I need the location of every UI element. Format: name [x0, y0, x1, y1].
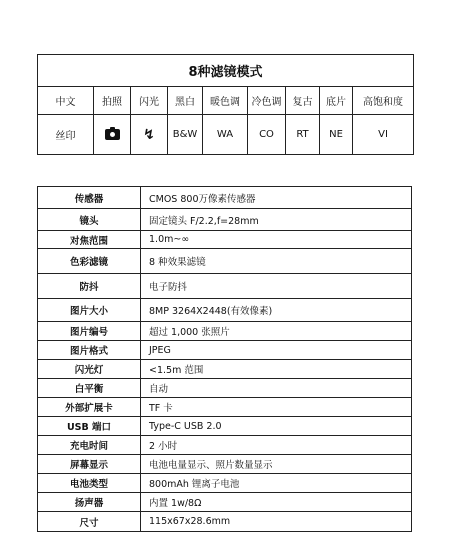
spec-key: 充电时间: [38, 436, 141, 455]
spec-row: [38, 187, 412, 209]
spec-key: 镜头: [38, 209, 141, 231]
mode-header: 高饱和度: [353, 87, 414, 115]
spec-key: 传感器: [38, 187, 141, 209]
spec-key: 电池类型: [38, 474, 141, 493]
spec-value: CMOS 800万像素传感器: [141, 187, 412, 209]
mode-header: 中文: [38, 87, 94, 115]
spec-row: [38, 249, 412, 274]
flash-icon: ↯: [143, 126, 155, 143]
spec-key: 色彩滤镜: [38, 249, 141, 274]
filter-modes-table: [37, 54, 414, 155]
mode-value: CO: [248, 115, 286, 155]
spec-key: 闪光灯: [38, 360, 141, 379]
spec-row: [38, 493, 412, 512]
specs-table: [37, 186, 412, 532]
spec-value: TF 卡: [141, 398, 412, 417]
spec-value: 超过 1,000 张照片: [141, 322, 412, 341]
spec-value: 1.0m~∞: [141, 231, 412, 249]
mode-value-camera: [94, 115, 131, 155]
spec-value: JPEG: [141, 341, 412, 360]
spec-key: 防抖: [38, 274, 141, 299]
mode-header: 黑白: [168, 87, 203, 115]
spec-value: 自动: [141, 379, 412, 398]
modes-value-row: [38, 115, 414, 155]
spec-key: 尺寸: [38, 512, 141, 532]
spec-row: [38, 299, 412, 322]
modes-title: 8种滤镜模式: [38, 55, 414, 87]
mode-header: 底片: [320, 87, 353, 115]
spec-key: 图片编号: [38, 322, 141, 341]
camera-icon: [105, 129, 120, 140]
spec-key: USB 端口: [38, 417, 141, 436]
spec-row: [38, 274, 412, 299]
spec-value: Type-C USB 2.0: [141, 417, 412, 436]
spec-row: [38, 360, 412, 379]
spec-row: [38, 455, 412, 474]
mode-header: 暖色调: [203, 87, 248, 115]
spec-value: 800mAh 锂离子电池: [141, 474, 412, 493]
spec-value: 内置 1w/8Ω: [141, 493, 412, 512]
spec-row: [38, 436, 412, 455]
spec-row: [38, 322, 412, 341]
mode-header: 拍照: [94, 87, 131, 115]
spec-key: 图片大小: [38, 299, 141, 322]
mode-value: RT: [286, 115, 320, 155]
spec-row: [38, 231, 412, 249]
spec-row: [38, 474, 412, 493]
spec-key: 白平衡: [38, 379, 141, 398]
spec-row: [38, 417, 412, 436]
spec-value: 固定镜头 F/2.2,f=28mm: [141, 209, 412, 231]
mode-header: 复古: [286, 87, 320, 115]
spec-key: 外部扩展卡: [38, 398, 141, 417]
spec-row: [38, 341, 412, 360]
spec-value: <1.5m 范围: [141, 360, 412, 379]
spec-value: 8 种效果滤镜: [141, 249, 412, 274]
mode-header: 冷色调: [248, 87, 286, 115]
spec-value: 8MP 3264X2448(有效像素): [141, 299, 412, 322]
spec-key: 扬声器: [38, 493, 141, 512]
modes-header-row: [38, 87, 414, 115]
spec-value: 电子防抖: [141, 274, 412, 299]
spec-value: 115x67x28.6mm: [141, 512, 412, 532]
spec-value: 2 小时: [141, 436, 412, 455]
spec-value: 电池电量显示、照片数量显示: [141, 455, 412, 474]
spec-key: 对焦范围: [38, 231, 141, 249]
spec-key: 屏幕显示: [38, 455, 141, 474]
mode-value-flash: [131, 115, 168, 155]
spec-row: [38, 398, 412, 417]
mode-value: VI: [353, 115, 414, 155]
spec-key: 图片格式: [38, 341, 141, 360]
mode-value: WA: [203, 115, 248, 155]
mode-value: B&W: [168, 115, 203, 155]
spec-row: [38, 209, 412, 231]
mode-value: 丝印: [38, 115, 94, 155]
spec-row: [38, 512, 412, 532]
mode-header: 闪光: [131, 87, 168, 115]
mode-value: NE: [320, 115, 353, 155]
spec-row: [38, 379, 412, 398]
modes-title-row: [38, 55, 414, 87]
